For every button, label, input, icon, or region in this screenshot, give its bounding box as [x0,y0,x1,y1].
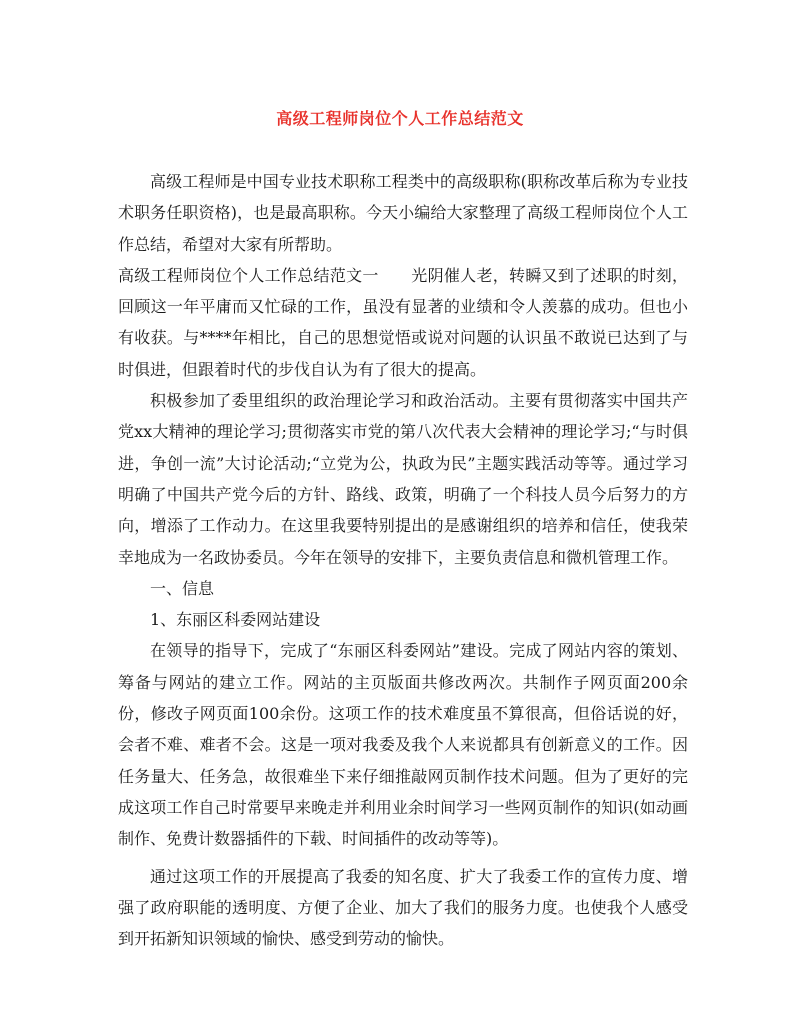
paragraph-website-build: 在领导的指导下，完成了“东丽区科委网站”建设。完成了网站内容的策划、筹备与网站的建立工作。网站的主页版面共修改两次。共制作子网页面200余份，修改子网页面100余份。这项工作的技术难度虽不算很高，但俗话说的好，会者不难、难者不会。这是一项对我委及我个人来说都具有创新意义的工作。因任务量大、任务急，故很难坐下来仔细推敲网页制作技术问题。但为了更好的完成这项工作自己时常要早来晚走并利用业余时间学习一些网页制作的知识(如动画制作、免费计数器插件的下载、时间插件的改动等等)。 [118,641,688,849]
document-title: 高级工程师岗位个人工作总结范文 [276,109,524,128]
subsection-heading-website: 1、东丽区科委网站建设 [150,610,321,630]
document-body [118,166,688,954]
paragraph-political-study: 积极参加了委里组织的政治理论学习和政治活动。主要有贯彻落实中国共产党xx大精神的理论学习;贯彻落实市党的第八次代表大会精神的理论学习;“与时俱进，争创一流”大讨论活动;“立党为公，执政为民”主题实践活动等等。通过学习明确了中国共产党今后的方针、路线、政策，明确了一个科技人员今后努力的方向，增添了工作动力。在这里我要特别提出的是感谢组织的培养和信任，使我荣幸地成为一名政协委员。今年在领导的安排下，主要负责信息和微机管理工作。 [118,391,688,567]
section-heading-information: 一、信息 [150,578,215,598]
paragraph-website-result: 通过这项工作的开展提高了我委的知名度、扩大了我委工作的宣传力度、增强了政府职能的透明度、方便了企业、加大了我们的服务力度。也使我个人感受到开拓新知识领域的愉快、感受到劳动的愉快。 [118,866,688,949]
paragraph-summary-one: 高级工程师岗位个人工作总结范文一 光阴催人老，转瞬又到了述职的时刻，回顾这一年平庸而又忙碌的工作，虽没有显著的业绩和令人羡慕的成功。但也小有收获。与****年相比，自己的思想觉悟或说对问题的认识虽不敢说已达到了与时俱进，但跟着时代的步伐自认为有了很大的提高。 [118,265,688,379]
paragraph-intro: 高级工程师是中国专业技术职称工程类中的高级职称(职称改革后称为专业技术职务任职资格)，也是最高职称。今天小编给大家整理了高级工程师岗位个人工作总结，希望对大家有所帮助。 [118,172,688,254]
